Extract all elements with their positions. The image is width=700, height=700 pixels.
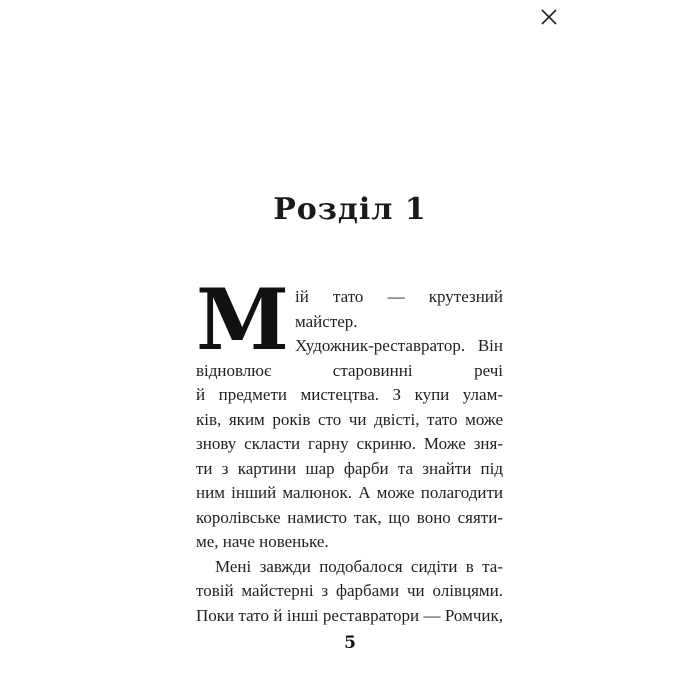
text-line: ків, яким років сто чи двісті, тато може [196, 409, 503, 429]
text-line: Мені завжди подобалося сидіти в та- [215, 556, 503, 576]
text-line: знову скласти гарну скриню. Може зня- [196, 434, 503, 453]
paragraph-1 [196, 270, 503, 555]
text-line: й предмети мистецтва. З купи улам- [196, 385, 503, 404]
close-button[interactable] [538, 6, 560, 28]
text-line: королівське намисто так, що воно сяяти- [196, 507, 503, 527]
text-line: відновлює старовинні речі [196, 360, 503, 380]
text-line: ним інший малюнок. А може полагодити [196, 483, 503, 502]
close-icon [538, 6, 560, 28]
text-line: ме, наче новеньке. [196, 532, 329, 551]
dropcap-letter: М [196, 270, 289, 369]
text-line: ій тато — крутезний майстер. [294, 287, 503, 331]
page-number: 5 [344, 633, 356, 653]
text-line: ти з картини шар фарби та знайти під [196, 458, 503, 478]
chapter-title: Розділ 1 [273, 192, 427, 227]
page-body [196, 270, 503, 628]
text-line: Поки тато й інші реставратори — Ромчик, [196, 605, 503, 625]
text-line: Художник-реставратор. Він [294, 336, 503, 355]
paragraph-2 [196, 555, 503, 629]
text-line: товій майстерні з фарбами чи олівцями. [196, 581, 503, 600]
